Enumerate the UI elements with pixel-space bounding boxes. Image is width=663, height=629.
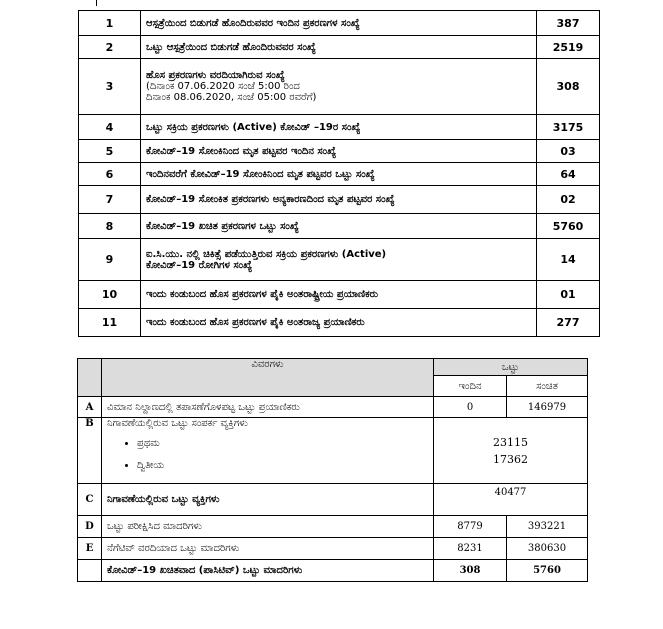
row-cumulative: 393221	[507, 516, 588, 538]
table-row	[79, 309, 600, 337]
row-description: ಐ.ಸಿ.ಯು. ನಲ್ಲಿ ಚಿಕಿತ್ಸೆ ಪಡೆಯುತ್ತಿರುವ ಸಕ್ರಿಯ ಪ್ರಕರಣಗಳು (Active)	[146, 248, 387, 260]
table-row	[79, 214, 600, 239]
row-number: 9	[79, 239, 141, 281]
row-description: ನಿಗಾವಣೆಯಲ್ಲಿರುವ ಒಟ್ಟು ವ್ಯಕ್ತಿಗಳು	[102, 484, 434, 516]
row-today: 308	[434, 560, 507, 582]
row-number: 11	[79, 309, 141, 337]
row-value: 308	[537, 59, 600, 115]
row-description-block	[141, 239, 537, 281]
row-description: ಒಟ್ಟು ಪರೀಕ್ಷಿಸಿದ ಮಾದರಿಗಳು	[102, 516, 434, 538]
row-description: ಒಟ್ಟು ಆಸ್ಪತ್ರೆಯಿಂದ ಬಿಡುಗಡೆ ಹೊಂದಿರುವವರ ಸಂಖ್ಯೆ	[141, 36, 537, 59]
table-row	[78, 418, 588, 484]
row-value: 3175	[537, 115, 600, 140]
screening-table	[77, 358, 588, 582]
table-row	[79, 186, 600, 214]
row-number: 1	[79, 11, 141, 36]
row-label: E	[78, 538, 102, 560]
row-number: 10	[79, 281, 141, 309]
table-row	[79, 11, 600, 36]
row-value: 5760	[537, 214, 600, 239]
table-row	[78, 397, 588, 418]
row-cumulative: 5760	[507, 560, 588, 582]
row-description-block	[102, 418, 434, 484]
row-label: D	[78, 516, 102, 538]
row-number: 6	[79, 163, 141, 186]
header-today: ಇಂದಿನ	[434, 376, 507, 397]
table-row	[78, 484, 588, 516]
primary-contacts-value: 23115	[493, 435, 528, 449]
row-number: 7	[79, 186, 141, 214]
table-row	[79, 59, 600, 115]
row-label: C	[78, 484, 102, 516]
header-details: ವಿವರಗಳು	[102, 359, 434, 397]
row-value: 02	[537, 186, 600, 214]
row-value: 64	[537, 163, 600, 186]
row-value: 40477	[434, 484, 588, 516]
secondary-contacts-value: 17362	[493, 452, 528, 466]
row-number: 2	[79, 36, 141, 59]
summary-table	[78, 10, 600, 337]
table-row	[79, 163, 600, 186]
table-row	[78, 516, 588, 538]
row-value: 01	[537, 281, 600, 309]
row-description: ಇಂದು ಕಂಡುಬಂದ ಹೊಸ ಪ್ರಕರಣಗಳ ಪೈಕಿ ಅಂತರಾಷ್ಟ್ರೀಯ ಪ್ರಯಾಣಿಕರು	[141, 281, 537, 309]
row-description: ನಿಗಾವಣೆಯಲ್ಲಿರುವ ಒಟ್ಟು ಸಂಪರ್ಕ ವ್ಯಕ್ತಿಗಳು	[107, 418, 248, 429]
table-row	[79, 140, 600, 163]
table-row	[78, 538, 588, 560]
contact-list	[137, 433, 428, 477]
list-item: • ದ್ವಿತೀಯ	[137, 455, 428, 477]
row-number: 8	[79, 214, 141, 239]
row-description: ಇಂದಿನವರೆಗೆ ಕೋವಿಡ್–19 ಸೋಂಕಿನಿಂದ ಮೃತ ಪಟ್ಟವರ ಒಟ್ಟು ಸಂಖ್ಯೆ	[141, 163, 537, 186]
row-value: 387	[537, 11, 600, 36]
row-description: ಕೋವಿಡ್–19 ಖಚಿತ ಪ್ರಕರಣಗಳ ಒಟ್ಟು ಸಂಖ್ಯೆ	[141, 214, 537, 239]
page-edge-mark	[96, 0, 97, 6]
row-number: 4	[79, 115, 141, 140]
row-number: 5	[79, 140, 141, 163]
row-description: ಒಟ್ಟು ಸಕ್ರಿಯ ಪ್ರಕರಣಗಳು (Active) ಕೋವಿಡ್ –19ರ ಸಂಖ್ಯೆ	[141, 115, 537, 140]
header-total: ಒಟ್ಟು	[434, 359, 588, 376]
row-description: ಇಂದು ಕಂಡುಬಂದ ಹೊಸ ಪ್ರಕರಣಗಳ ಪೈಕಿ ಅಂತರಾಜ್ಯ ಪ್ರಯಾಣಿಕರು	[141, 309, 537, 337]
table-row	[79, 239, 600, 281]
header-row	[78, 359, 588, 376]
contact-values	[434, 418, 588, 484]
row-number: 3	[79, 59, 141, 115]
row-label: A	[78, 397, 102, 418]
row-description: ಕೋವಿಡ್–19 ಸೋಂಕಿತ ಪ್ರಕರಣಗಳು ಅನ್ಯಕಾರಣದಿಂದ ಮೃತ ಪಟ್ಟವರ ಸಂಖ್ಯೆ	[141, 186, 537, 214]
row-label-blank	[78, 560, 102, 582]
row-value: 277	[537, 309, 600, 337]
table-row	[78, 560, 588, 582]
row-value: 2519	[537, 36, 600, 59]
header-cumulative: ಸಂಚಿತ	[507, 376, 588, 397]
row-value: 03	[537, 140, 600, 163]
row-label: B	[78, 418, 102, 484]
row-description-line2: ಕೋವಿಡ್–19 ರೋಗಿಗಳ ಸಂಖ್ಯೆ	[146, 259, 253, 271]
row-cumulative: 380630	[507, 538, 588, 560]
row-today: 0	[434, 397, 507, 418]
row-description: ವಿಮಾನ ನಿಲ್ದಾಣದಲ್ಲಿ ತಪಾಸಣೆಗೊಳಪಟ್ಟ ಒಟ್ಟು ಪ್ರಯಾಣಿಕರು	[102, 397, 434, 418]
row-value: 14	[537, 239, 600, 281]
row-today: 8231	[434, 538, 507, 560]
row-cumulative: 146979	[507, 397, 588, 418]
row-description: ಕೋವಿಡ್–19 ಸೋಂಕಿನಿಂದ ಮೃತ ಪಟ್ಟವರ ಇಂದಿನ ಸಂಖ್ಯೆ	[141, 140, 537, 163]
list-item: • ಪ್ರಥಮ	[137, 433, 428, 455]
table-row	[79, 115, 600, 140]
row-description: ನೆಗೆಟಿವ್ ವರದಿಯಾದ ಒಟ್ಟು ಮಾದರಿಗಳು	[102, 538, 434, 560]
row-today: 8779	[434, 516, 507, 538]
row-description: ಆಸ್ಪತ್ರೆಯಿಂದ ಬಿಡುಗಡೆ ಹೊಂದಿರುವವರ ಇಂದಿನ ಪ್ರಕರಣಗಳ ಸಂಖ್ಯೆ	[141, 11, 537, 36]
row-description-block	[141, 59, 537, 115]
row-date-to: ದಿನಾಂಕ 08.06.2020, ಸಂಜೆ 05:00 ರವರೆಗೆ)	[146, 92, 317, 103]
table-row	[79, 36, 600, 59]
row-description: ಕೋವಿಡ್–19 ಖಚಿತವಾದ (ಪಾಸಿಟಿವ್) ಒಟ್ಟು ಮಾದರಿಗಳು	[102, 560, 434, 582]
table-row	[79, 281, 600, 309]
row-description: ಹೊಸ ಪ್ರಕರಣಗಳು ವರದಿಯಾಗಿರುವ ಸಂಖ್ಯೆ	[146, 70, 285, 81]
row-date-from: (ದಿನಾಂಕ 07.06.2020 ಸಂಜೆ 5:00 ರಿಂದ	[146, 81, 300, 92]
header-blank-cell	[78, 359, 102, 397]
